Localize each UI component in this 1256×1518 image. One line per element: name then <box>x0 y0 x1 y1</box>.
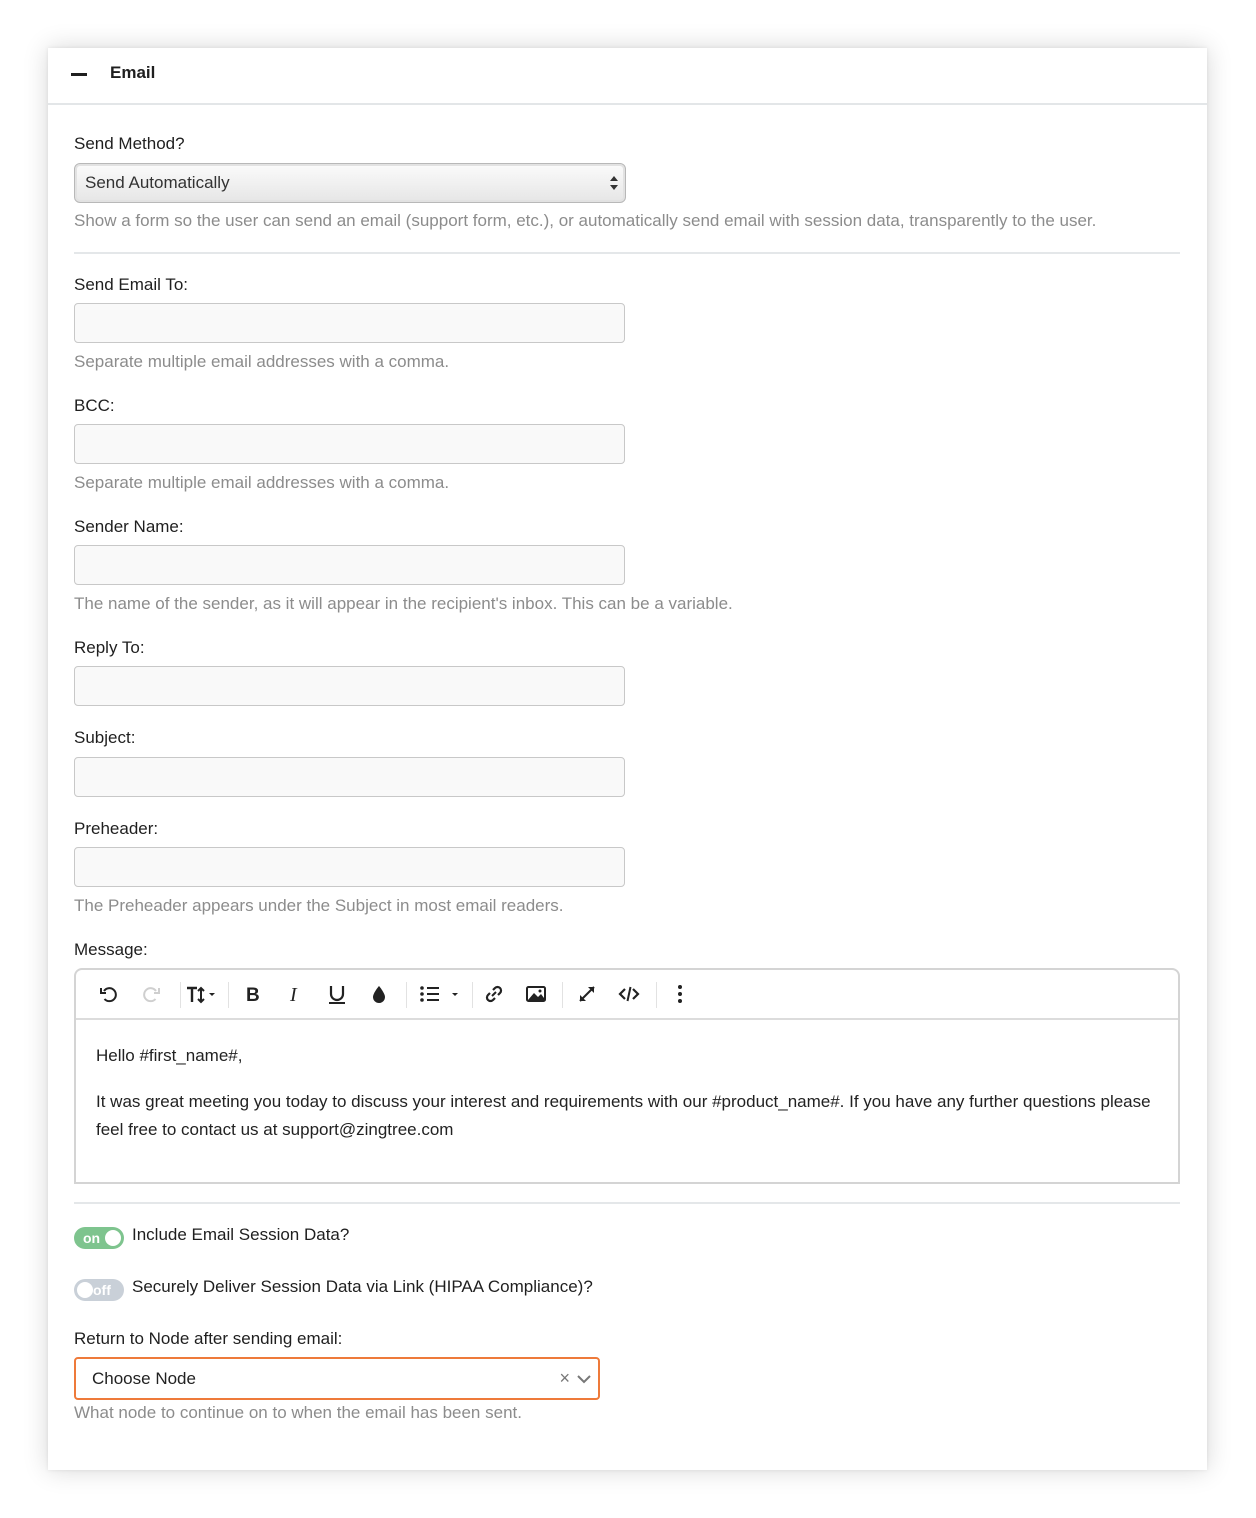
color-icon[interactable] <box>368 983 390 1005</box>
reply-to-label: Reply To: <box>74 638 145 657</box>
email-panel <box>48 48 1207 1470</box>
italic-icon[interactable] <box>284 983 306 1005</box>
toggle-knob <box>77 1282 93 1298</box>
divider <box>74 252 1180 254</box>
fullscreen-icon[interactable] <box>576 983 598 1005</box>
send-method-help: Show a form so the user can send an email (support form, etc.), or automatically send email with session data, transparently to the user. <box>74 211 1097 230</box>
include-session-label: Include Email Session Data? <box>132 1225 350 1244</box>
bcc-input[interactable] <box>74 424 625 464</box>
toolbar-separator <box>228 982 229 1008</box>
toggle-state-text: off <box>93 1282 111 1298</box>
toolbar-separator <box>656 982 657 1008</box>
list-icon[interactable] <box>418 983 462 1005</box>
sender-name-input[interactable] <box>74 545 625 585</box>
collapse-minus-icon[interactable] <box>71 67 87 83</box>
preheader-help: The Preheader appears under the Subject in most email readers. <box>74 896 564 915</box>
font-size-icon[interactable] <box>186 983 220 1005</box>
editor-content[interactable] <box>96 1042 1166 1162</box>
subject-input[interactable] <box>74 757 625 797</box>
code-view-icon[interactable] <box>618 983 640 1005</box>
undo-icon[interactable] <box>98 983 120 1005</box>
underline-icon[interactable] <box>326 983 348 1005</box>
message-editor <box>74 968 1180 1184</box>
more-icon[interactable] <box>669 983 691 1005</box>
editor-paragraph: It was great meeting you today to discuss your interest and requirements with our #product_name#. If you have any further questions please feel free to contact us at support@zingtree.com <box>96 1092 1151 1139</box>
bold-icon[interactable] <box>242 983 264 1005</box>
preheader-input[interactable] <box>74 847 625 887</box>
return-node-select[interactable] <box>74 1357 600 1400</box>
image-icon[interactable] <box>525 983 547 1005</box>
panel-title: Email <box>110 63 156 82</box>
select-arrows-icon <box>609 173 619 193</box>
secure-delivery-label: Securely Deliver Session Data via Link (HIPAA Compliance)? <box>132 1277 593 1296</box>
svg-text:B: B <box>246 985 260 1005</box>
toolbar-separator <box>562 982 563 1008</box>
toolbar-separator <box>472 982 473 1008</box>
divider <box>74 1202 1180 1204</box>
bcc-help: Separate multiple email addresses with a comma. <box>74 473 450 492</box>
bcc-label: BCC: <box>74 396 115 415</box>
subject-label: Subject: <box>74 728 136 747</box>
panel-header[interactable] <box>48 48 1207 105</box>
toggle-knob <box>105 1230 121 1246</box>
message-label: Message: <box>74 940 148 959</box>
secure-delivery-toggle[interactable] <box>74 1279 124 1301</box>
return-node-label: Return to Node after sending email: <box>74 1329 343 1348</box>
redo-icon[interactable] <box>140 983 162 1005</box>
send-method-value: Send Automatically <box>85 173 230 192</box>
return-node-help: What node to continue on to when the email has been sent. <box>74 1403 522 1422</box>
send-method-label: Send Method? <box>74 134 185 153</box>
return-node-value: Choose Node <box>92 1369 196 1388</box>
send-to-input[interactable] <box>74 303 625 343</box>
reply-to-input[interactable] <box>74 666 625 706</box>
sender-name-help: The name of the sender, as it will appear in the recipient's inbox. This can be a variable. <box>74 594 733 613</box>
toolbar-separator <box>406 982 407 1008</box>
editor-toolbar <box>76 970 1178 1020</box>
toggle-state-text: on <box>83 1230 101 1246</box>
send-method-select[interactable] <box>74 163 626 203</box>
send-to-label: Send Email To: <box>74 275 189 294</box>
sender-name-label: Sender Name: <box>74 517 184 536</box>
link-icon[interactable] <box>483 983 505 1005</box>
svg-text:I: I <box>290 984 297 1005</box>
editor-paragraph: Hello #first_name#, <box>96 1046 243 1065</box>
toolbar-separator <box>180 982 181 1008</box>
include-session-toggle[interactable] <box>74 1227 124 1249</box>
preheader-label: Preheader: <box>74 819 159 838</box>
chevron-down-icon[interactable] <box>576 1371 592 1387</box>
send-to-help: Separate multiple email addresses with a comma. <box>74 352 450 371</box>
clear-icon[interactable]: × <box>559 1368 570 1388</box>
